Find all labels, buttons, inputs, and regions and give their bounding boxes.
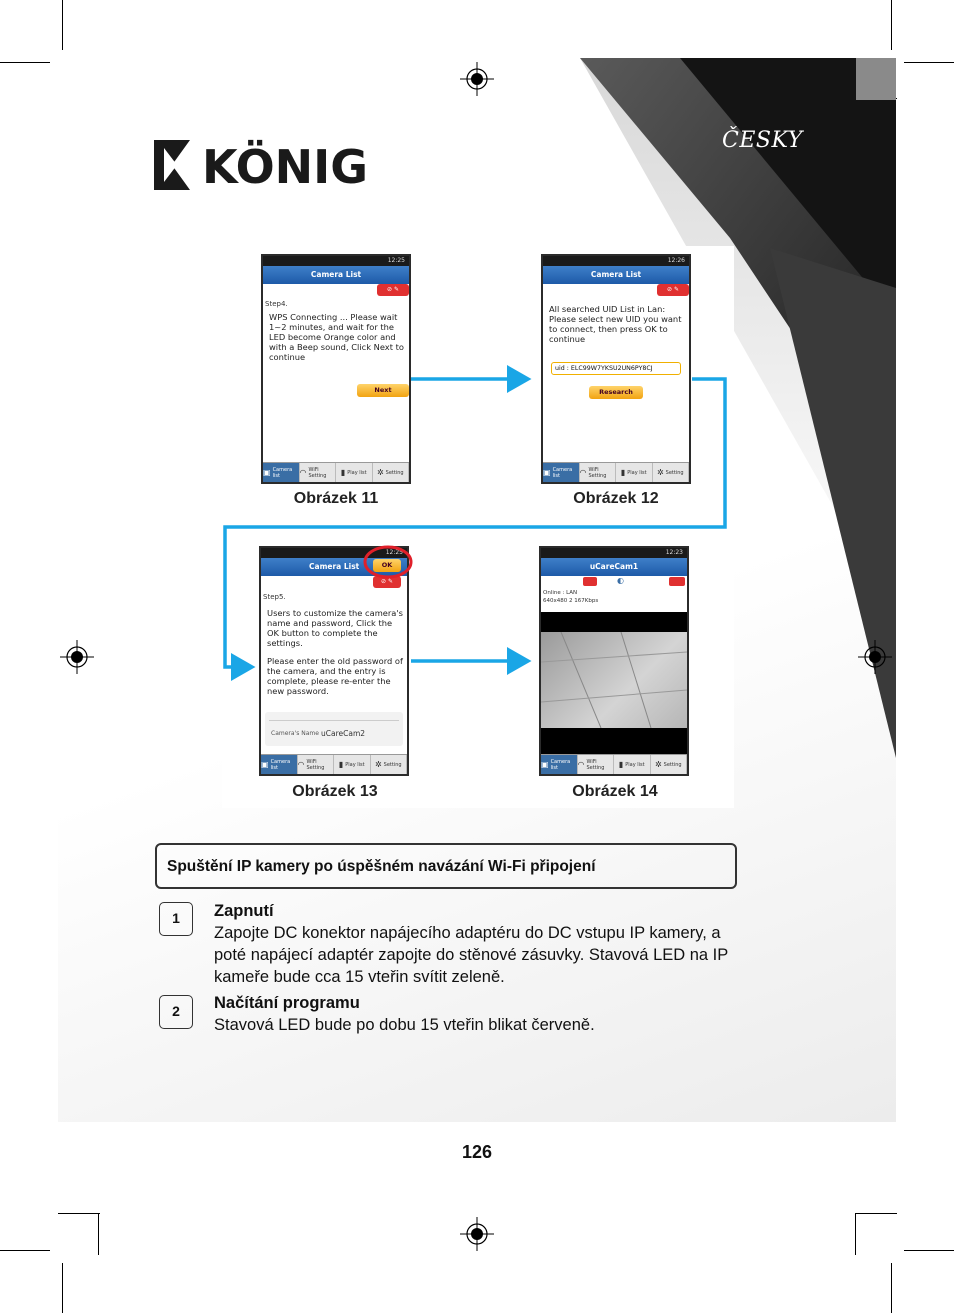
figure-caption: Obrázek 13 [292,783,378,800]
tab-play-list[interactable]: ▮ Play list [614,755,651,774]
screen-title: Camera List [261,558,407,576]
instruction-text: Users to customize the camera's name and password, Click the OK button to complete the settings. [267,608,403,648]
status-bar: 12:26 [543,256,689,266]
gear-icon: ✲ [656,467,664,477]
sd-card-icon: ▮ [340,467,346,477]
crop-mark [98,1213,99,1255]
crop-mark [855,1213,897,1214]
tab-bar [261,754,407,774]
crop-mark [58,1213,100,1214]
step-label: Step4. [265,300,288,308]
registration-mark [460,1217,494,1251]
step-text: Zapojte DC konektor napájecího adaptéru do DC vstupu IP kamery, a poté napájecí adaptér zapojte do stěnové zásuvky. Stavová LED na IP kameře bude cca 15 vteřin svítit zeleně. [214,924,728,986]
sd-card-icon: ▮ [620,467,626,477]
tab-bar [541,754,687,774]
alert-icon: ⊘ ✎ [377,284,409,296]
sd-card-icon: ▮ [338,759,344,769]
connection-status: Online : LAN [543,590,578,596]
status-bar: 12:23 [541,548,687,558]
crop-mark [904,1250,954,1251]
uid-field[interactable]: uid : ELC99W7YKSU2UN6PY8CJ [551,362,681,375]
camera-name-label: Camera's Name [271,730,319,737]
page-number: 126 [461,1142,493,1162]
tab-play-list[interactable]: ▮ Play list [336,463,373,482]
svg-text:KÖNIG: KÖNIG [202,140,369,194]
screen-title: Camera List [543,266,689,284]
crop-mark [891,1263,892,1313]
sd-card-icon: ▮ [618,759,624,769]
tab-wifi-setting[interactable]: ◠ WiFi Setting [300,463,337,482]
next-button[interactable]: Next [357,384,409,397]
instruction-text: Please enter the old password of the camera, and the entry is complete, please re-enter the new password. [267,656,403,696]
alert-icon: ⊘ ✎ [657,284,689,296]
screenshot-figure-14 [539,546,689,776]
wifi-icon: ◠ [297,759,305,769]
control-row [541,576,687,588]
step-heading: Načítání programu [214,994,360,1012]
wifi-icon: ◠ [579,467,587,477]
tab-play-list[interactable]: ▮ Play list [616,463,653,482]
konig-logo [152,134,380,196]
screenshot-figure-13 [259,546,409,776]
registration-mark [60,640,94,674]
crop-mark [891,0,892,50]
gear-icon: ✲ [374,759,382,769]
speaker-icon[interactable]: ◐ [617,576,624,585]
gear-icon: ✲ [376,467,384,477]
language-label: ČESKY [722,128,803,153]
step-item [214,900,734,988]
registration-mark [460,62,494,96]
screenshot-figure-12 [541,254,691,484]
tab-bar [263,462,409,482]
stream-info [541,588,687,612]
instruction-text: All searched UID List in Lan: Please select new UID you want to connect, then press OK to continue [549,304,682,344]
camera-icon: ▣ [261,759,269,769]
tab-camera-list[interactable]: ▣ Camera list [261,755,298,774]
alert-icon[interactable] [669,577,685,586]
video-image [541,632,687,728]
camera-icon: ▣ [263,467,271,477]
screen-title: Camera List [263,266,409,284]
camera-icon: ▣ [541,759,549,769]
record-icon[interactable] [583,577,597,586]
crop-mark [855,1213,856,1255]
step-text: Stavová LED bude po dobu 15 vteřin blikat červeně. [214,1016,595,1034]
tab-camera-list[interactable]: ▣ Camera list [543,463,580,482]
tab-setting[interactable]: ✲ Setting [651,755,688,774]
figure-caption: Obrázek 12 [573,490,659,507]
camera-name-row [265,712,403,746]
ok-button[interactable]: OK [373,559,401,572]
crop-mark [904,62,954,63]
step-label: Step5. [263,593,286,601]
crop-mark [0,62,50,63]
crop-mark [0,1250,50,1251]
tab-bar [543,462,689,482]
tab-setting[interactable]: ✲ Setting [371,755,408,774]
tab-camera-list[interactable]: ▣ Camera list [263,463,300,482]
research-button[interactable]: Research [589,386,643,399]
tab-camera-list[interactable]: ▣ Camera list [541,755,578,774]
step-item [214,992,734,1036]
crop-mark [62,0,63,50]
tab-play-list[interactable]: ▮ Play list [334,755,371,774]
screenshot-figure-11 [261,254,411,484]
tab-setting[interactable]: ✲ Setting [653,463,690,482]
crop-mark [62,1263,63,1313]
figure-caption: Obrázek 14 [572,783,658,800]
step-number: 2 [159,995,193,1029]
gear-icon: ✲ [654,759,662,769]
tab-wifi-setting[interactable]: ◠ WiFi Setting [580,463,617,482]
uid-row-line [269,720,399,721]
status-bar: 12:25 [263,256,409,266]
section-title: Spuštění IP kamery po úspěšném navázání Wi-Fi připojení [155,843,737,889]
video-feed[interactable] [541,632,687,728]
wifi-icon: ◠ [299,467,307,477]
tab-wifi-setting[interactable]: ◠ WiFi Setting [298,755,335,774]
screen-title: uCareCam1 [541,558,687,576]
step-heading: Zapnutí [214,902,274,920]
tab-wifi-setting[interactable]: ◠ WiFi Setting [578,755,615,774]
figure-caption: Obrázek 11 [293,490,379,507]
alert-icon: ⊘ ✎ [373,576,401,588]
camera-name-input[interactable]: uCareCam2 [321,729,366,738]
resolution-info: 640x480 2 167Kbps [543,598,599,604]
step-number: 1 [159,902,193,936]
registration-mark [858,640,892,674]
instruction-text: WPS Connecting ... Please wait 1~2 minutes, and wait for the LED become Orange color and with a Beep sound, Click Next to continue [269,312,404,362]
tab-setting[interactable]: ✲ Setting [373,463,410,482]
status-bar: 12:25 [261,548,407,558]
camera-icon: ▣ [543,467,551,477]
wifi-icon: ◠ [577,759,585,769]
